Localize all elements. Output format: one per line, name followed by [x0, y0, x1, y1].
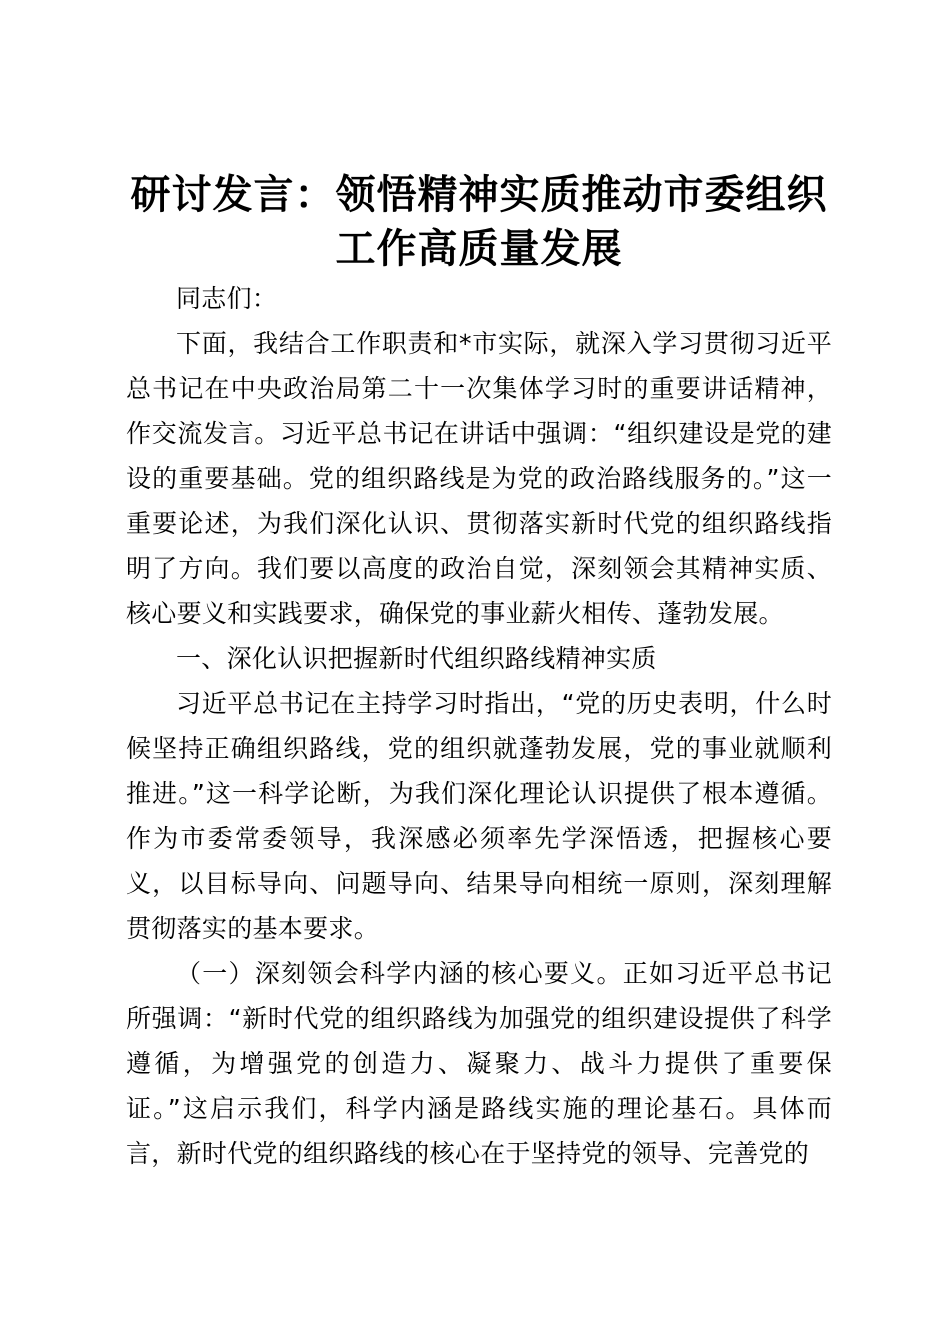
salutation: 同志们：	[176, 284, 278, 313]
document-body	[126, 276, 832, 1176]
section-heading-1: 一、深化认识把握新时代组织路线精神实质	[176, 644, 657, 673]
document-title	[120, 168, 838, 276]
paragraph-subsection-1: （一）深刻领会科学内涵的核心要义。正如习近平总书记所强调：“新时代党的组织路线为加强党的组织建设提供了科学遵循，为增强党的创造力、凝聚力、战斗力提供了重要保证。”这启示我们，科学内涵是路线实施的理论基石。具体而言，新时代党的组织路线的核心在于坚持党的领导、完善党的	[126, 959, 832, 1168]
paragraph-intro: 下面，我结合工作职责和*市实际，就深入学习贯彻习近平总书记在中央政治局第二十一次集体学习时的重要讲话精神，作交流发言。习近平总书记在讲话中强调：“组织建设是党的建设的重要基础。党的组织路线是为党的政治路线服务的。”这一重要论述，为我们深化认识、贯彻落实新时代党的组织路线指明了方向。我们要以高度的政治自觉，深刻领会其精神实质、核心要义和实践要求，确保党的事业薪火相传、蓬勃发展。	[126, 329, 832, 628]
paragraph-section-1: 习近平总书记在主持学习时指出，“党的历史表明，什么时候坚持正确组织路线，党的组织就蓬勃发展，党的事业就顺利推进。”这一科学论断，为我们深化理论认识提供了根本遵循。作为市委常委领导，我深感必须率先学深悟透，把握核心要义，以目标导向、问题导向、结果导向相统一原则，深刻理解贯彻落实的基本要求。	[126, 689, 832, 943]
title-line-2: 工作高质量发展	[335, 225, 623, 272]
title-line-1: 研讨发言：领悟精神实质推动市委组织	[130, 171, 828, 218]
